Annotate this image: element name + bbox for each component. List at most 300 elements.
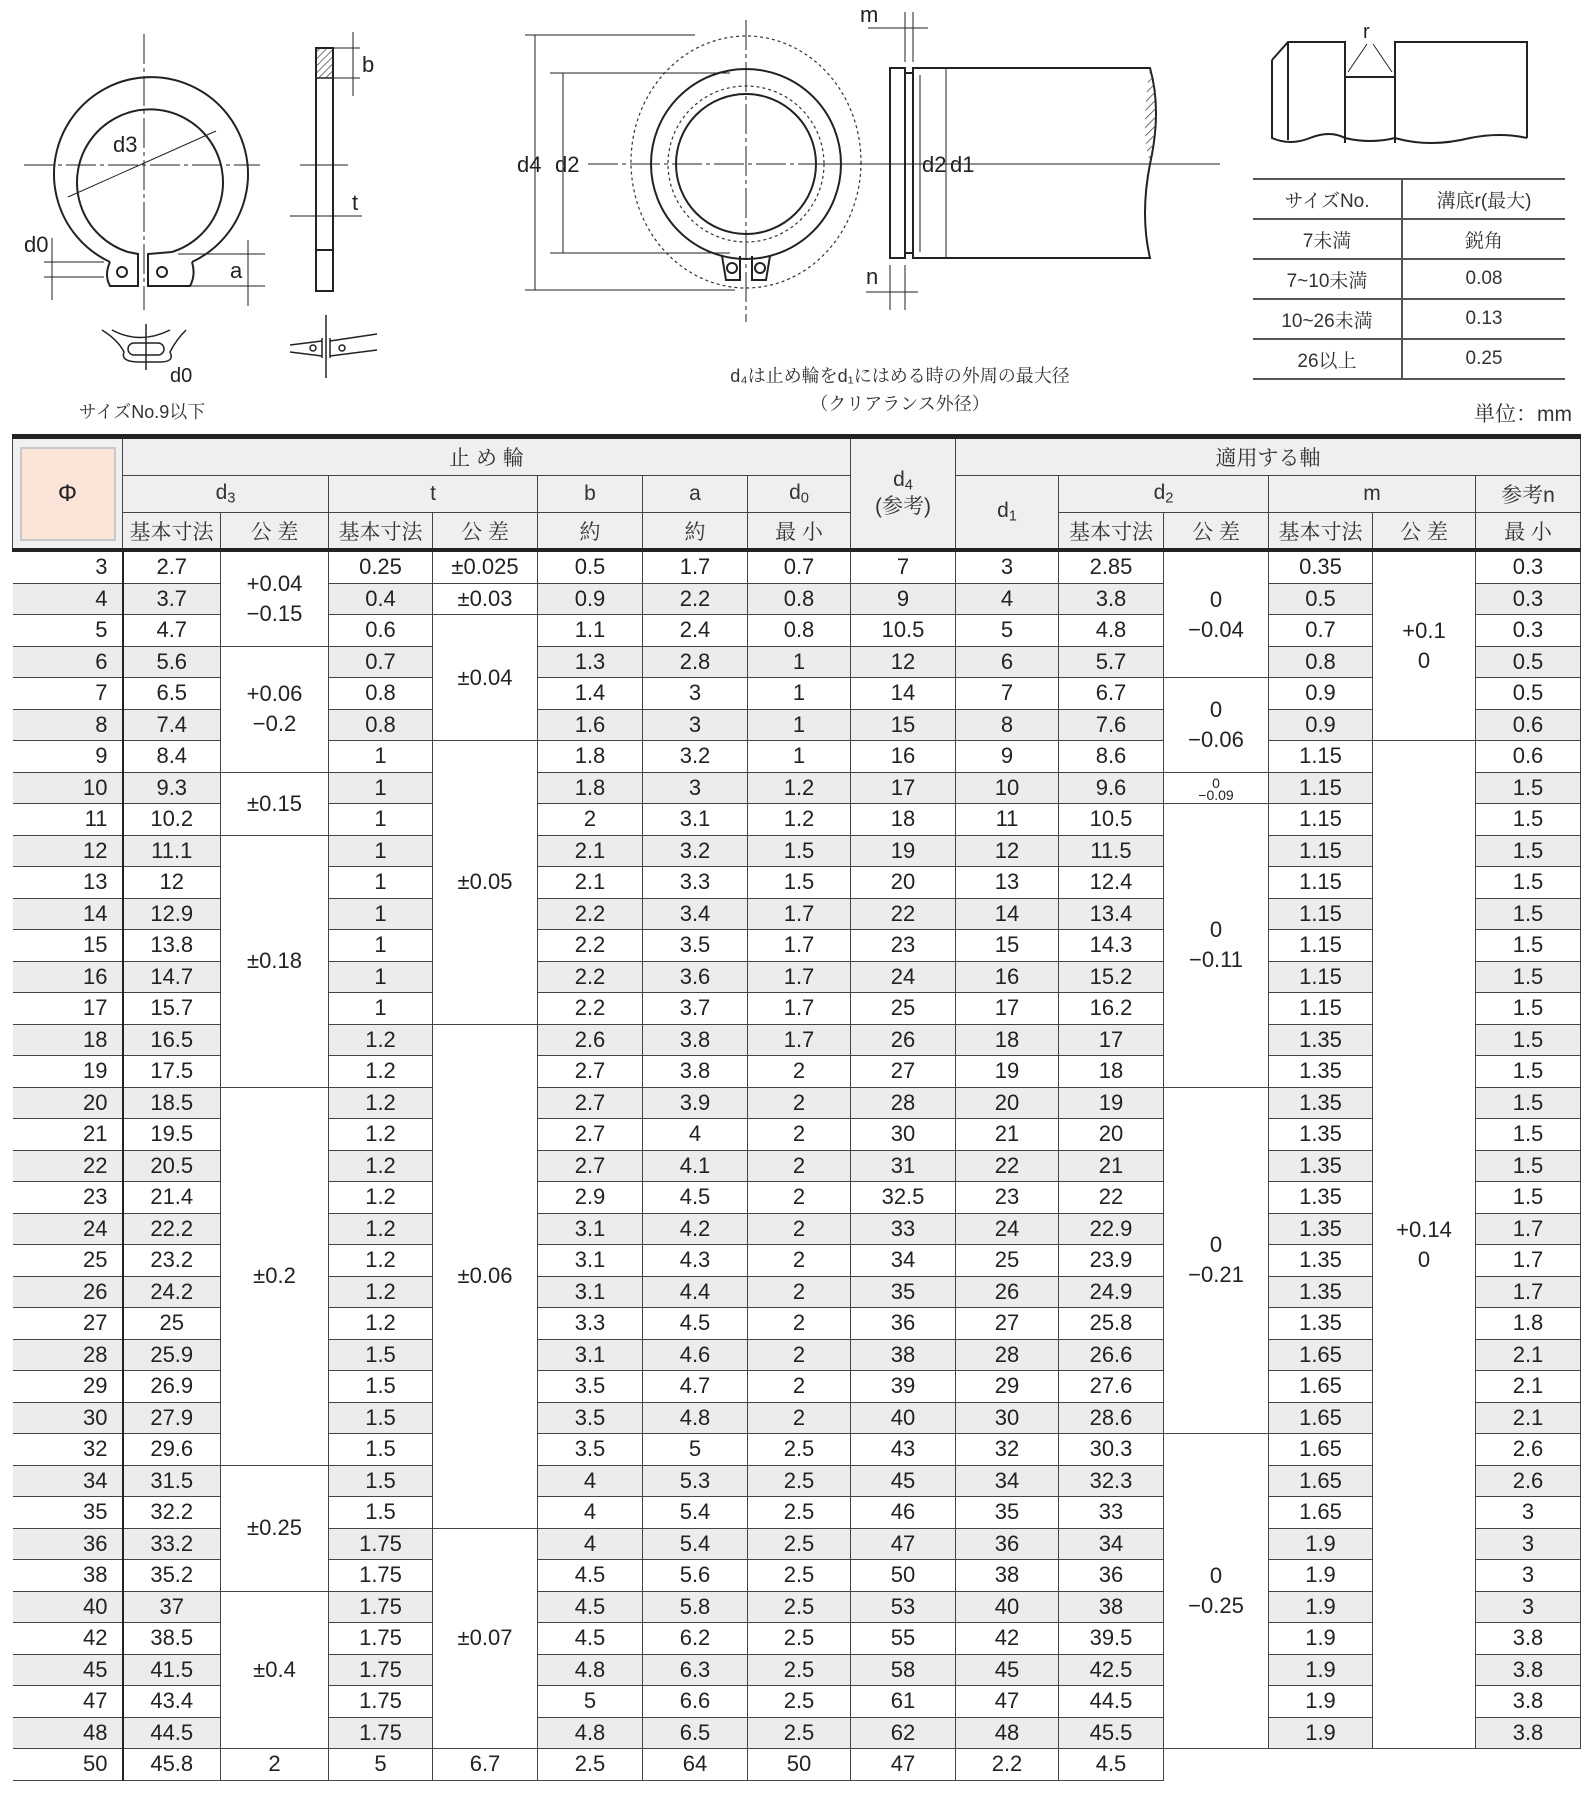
d4-cell: 26 [851, 1024, 956, 1056]
n-cell: 3.8 [1476, 1686, 1581, 1718]
d0-cell: 0.7 [748, 550, 851, 583]
d0-cell: 2 [748, 1308, 851, 1340]
b-cell: 2.1 [538, 867, 643, 899]
d0-header: $d_0$ [748, 476, 851, 513]
tol-upper: 0 [1209, 1232, 1223, 1258]
a-cell: 5.4 [643, 1528, 748, 1560]
groove-table-row [1253, 259, 1565, 299]
b-cell: 2.1 [538, 835, 643, 867]
d4-cell: 61 [851, 1686, 956, 1718]
d1-cell: 18 [956, 1024, 1059, 1056]
m-basic-cell: 1.65 [1269, 1402, 1373, 1434]
d0-cell: 2 [748, 1056, 851, 1088]
t-basic-cell: 1.2 [329, 1182, 433, 1214]
size-cell: 20 [13, 1087, 123, 1119]
tol-lower: −0.09 [1198, 786, 1234, 803]
t-tol-cell: ±0.025 [433, 550, 538, 583]
m-basic-cell: 0.9 [1269, 678, 1373, 710]
fitted-ring-drawing [500, 0, 1220, 330]
d1-cell: 27 [956, 1308, 1059, 1340]
m-basic-cell: 1.9 [1269, 1528, 1373, 1560]
d0-cell: 2.5 [748, 1560, 851, 1592]
b-cell: 2 [538, 804, 643, 836]
d0-cell: 1 [748, 709, 851, 741]
d0-cell: 2 [748, 1150, 851, 1182]
d4-cell: 19 [851, 835, 956, 867]
a-cell: 1.7 [643, 550, 748, 583]
n-cell: 0.3 [1476, 583, 1581, 615]
b-cell: 1.4 [538, 678, 643, 710]
m-basic-cell: 1.15 [1269, 867, 1373, 899]
d2-basic-cell: 11.5 [1059, 835, 1164, 867]
b-cell: 4.5 [538, 1591, 643, 1623]
m-basic-cell: 1.35 [1269, 1182, 1373, 1214]
d4-cell: 17 [851, 772, 956, 804]
a-cell: 3.8 [643, 1056, 748, 1088]
groove-size-cell: 10~26未満 [1253, 299, 1402, 339]
d3-basic-cell: 5.6 [123, 646, 221, 678]
b-cell: 5 [538, 1686, 643, 1718]
d3-basic-cell: 16.5 [123, 1024, 221, 1056]
groove-drawing [1260, 20, 1580, 160]
d4-cell: 18 [851, 804, 956, 836]
tol-lower: −0.15 [246, 600, 303, 626]
ring-outer [54, 77, 248, 262]
n-cell: 1.5 [1476, 835, 1581, 867]
d2-tol-cell [1164, 804, 1269, 1088]
d1-cell: 4 [956, 583, 1059, 615]
d1-cell: 17 [956, 993, 1059, 1025]
d4-cell: 39 [851, 1371, 956, 1403]
d2-tol-cell [1164, 550, 1269, 678]
d2-basic-header: 基本寸法 [1059, 513, 1164, 551]
groove-radius-cell: 0.08 [1402, 259, 1565, 299]
d2-basic-cell: 13.4 [1059, 898, 1164, 930]
d3-tol-cell [221, 550, 329, 646]
d4-cell: 27 [851, 1056, 956, 1088]
n-cell: 3 [1476, 1528, 1581, 1560]
d0-cell: 1 [748, 741, 851, 773]
d0-cell: 2.5 [748, 1717, 851, 1749]
m-basic-cell: 1.65 [1269, 1434, 1373, 1466]
n-cell: 1.5 [1476, 1119, 1581, 1151]
d2-basic-cell: 24.9 [1059, 1276, 1164, 1308]
d4-cell: 46 [851, 1497, 956, 1529]
t-basic-cell: 1.75 [329, 1686, 433, 1718]
label-d3: d3 [113, 132, 138, 157]
groove-size-cell: サイズNo. [1253, 179, 1402, 219]
fit-caption-line1: d₄は止め輪をd₁にはめる時の外周の最大径 [730, 366, 1070, 386]
d3-basic-cell: 18.5 [123, 1087, 221, 1119]
d4-cell: 40 [851, 1402, 956, 1434]
d3-basic-cell: 17.5 [123, 1056, 221, 1088]
a-cell: 4.8 [643, 1402, 748, 1434]
label-b: b [362, 52, 375, 77]
d1-cell: 28 [956, 1339, 1059, 1371]
b-cell: 3.1 [538, 1213, 643, 1245]
d2-basic-cell: 8.6 [1059, 741, 1164, 773]
size-cell: 11 [13, 804, 123, 836]
d3-basic-cell: 25.9 [123, 1339, 221, 1371]
b-cell: 3.5 [538, 1434, 643, 1466]
a-cell: 3 [643, 709, 748, 741]
d3-basic-cell: 7.4 [123, 709, 221, 741]
b-cell: 1.3 [538, 646, 643, 678]
size-cell: 10 [13, 772, 123, 804]
d2-basic-cell: 5.7 [1059, 646, 1164, 678]
d3-basic-cell: 43.4 [123, 1686, 221, 1718]
d0-cell: 1.7 [748, 961, 851, 993]
b-cell: 4 [538, 1528, 643, 1560]
d4-cell: 10.5 [851, 615, 956, 647]
a-header: a [643, 476, 748, 513]
tol-upper: 0 [1209, 696, 1223, 722]
t-basic-cell: 1.75 [329, 1560, 433, 1592]
d2-basic-cell: 2.85 [1059, 550, 1164, 583]
d4-cell: 53 [851, 1591, 956, 1623]
t-header: t [329, 476, 538, 513]
d4-cell: 32.5 [851, 1182, 956, 1214]
n-cell: 0.5 [1476, 678, 1581, 710]
a-cell: 4.2 [643, 1213, 748, 1245]
d2-basic-cell: 15.2 [1059, 961, 1164, 993]
d1-cell: 36 [956, 1528, 1059, 1560]
size-cell: 18 [13, 1024, 123, 1056]
d0-cell: 2 [748, 1087, 851, 1119]
m-basic-cell: 1.9 [1269, 1623, 1373, 1655]
d1-cell: 12 [956, 835, 1059, 867]
label-d0-detail: d0 [170, 365, 193, 387]
tol-upper: 0 [1209, 917, 1223, 943]
t-tol-cell: ±0.07 [433, 1528, 538, 1749]
d2-basic-cell: 16.2 [1059, 993, 1164, 1025]
t-basic-cell: 0.25 [329, 550, 433, 583]
a-cell: 3.4 [643, 898, 748, 930]
t-basic-cell: 2 [221, 1749, 329, 1781]
n-cell: 3 [1476, 1497, 1581, 1529]
b-cell: 2.7 [538, 1119, 643, 1151]
m-basic-cell: 1.15 [1269, 993, 1373, 1025]
d1-cell: 22 [956, 1150, 1059, 1182]
d2-basic-cell: 38 [1059, 1591, 1164, 1623]
n-cell: 1.5 [1476, 1150, 1581, 1182]
d0-cell: 1 [748, 646, 851, 678]
a-cell: 5.3 [643, 1465, 748, 1497]
m-basic-cell: 1.35 [1269, 1119, 1373, 1151]
n-cell: 3 [1476, 1591, 1581, 1623]
m-basic-cell: 1.35 [1269, 1213, 1373, 1245]
size-cell: 22 [13, 1150, 123, 1182]
m-basic-cell: 1.65 [1269, 1465, 1373, 1497]
groove-radius-cell: 0.13 [1402, 299, 1565, 339]
b-cell: 1.8 [538, 741, 643, 773]
t-basic-cell: 0.7 [329, 646, 433, 678]
d4-cell: 64 [643, 1749, 748, 1781]
groove-radius-cell: 鋭角 [1402, 219, 1565, 259]
d1-cell: 7 [956, 678, 1059, 710]
a-cell: 2.4 [643, 615, 748, 647]
d3-basic-cell: 3.7 [123, 583, 221, 615]
d0-cell: 2 [748, 1245, 851, 1277]
n-cell: 0.3 [1476, 550, 1581, 583]
t-basic-cell: 0.8 [329, 709, 433, 741]
table-row [13, 1087, 1581, 1119]
size-cell: 19 [13, 1056, 123, 1088]
d4-cell: 30 [851, 1119, 956, 1151]
m-basic-cell: 0.9 [1269, 709, 1373, 741]
b-cell: 3.1 [538, 1276, 643, 1308]
tol-upper: +0.1 [1402, 618, 1446, 643]
n-cell: 3.8 [1476, 1717, 1581, 1749]
size-cell: 13 [13, 867, 123, 899]
groove-table-row [1253, 339, 1565, 379]
m-basic-cell: 0.5 [1269, 583, 1373, 615]
d0-cell: 2 [748, 1371, 851, 1403]
m-header: m [1269, 476, 1476, 513]
a-cell: 3.1 [643, 804, 748, 836]
size-cell: 9 [13, 741, 123, 773]
m-tol-header: 公 差 [1373, 513, 1476, 551]
m-basic-cell: 1.9 [1269, 1686, 1373, 1718]
size-cell: 14 [13, 898, 123, 930]
d3-header: $d_3$ [123, 476, 329, 513]
n-cell: 1.5 [1476, 772, 1581, 804]
d2-basic-cell: 28.6 [1059, 1402, 1164, 1434]
d3-basic-cell: 27.9 [123, 1402, 221, 1434]
d2-basic-cell: 12.4 [1059, 867, 1164, 899]
a-cell: 3.2 [643, 741, 748, 773]
n-cell: 3.8 [1476, 1654, 1581, 1686]
d4-cell: 45 [851, 1465, 956, 1497]
b-cell: 2.2 [538, 993, 643, 1025]
size-cell: 28 [13, 1339, 123, 1371]
b-cell: 4.5 [538, 1623, 643, 1655]
d3-basic-cell: 15.7 [123, 993, 221, 1025]
a-cell: 4.6 [643, 1339, 748, 1371]
d0-cell: 1.5 [748, 835, 851, 867]
t-basic-cell: 1 [329, 741, 433, 773]
size-cell: 38 [13, 1560, 123, 1592]
b-cell: 2.7 [538, 1150, 643, 1182]
d1-cell: 25 [956, 1245, 1059, 1277]
d1-cell: 29 [956, 1371, 1059, 1403]
d4-cell: 47 [851, 1528, 956, 1560]
phi-header: Φ [20, 447, 116, 541]
size-cell: 17 [13, 993, 123, 1025]
table-row [13, 646, 1581, 678]
m-basic-cell: 1.35 [1269, 1087, 1373, 1119]
d1-cell: 47 [956, 1686, 1059, 1718]
d1-cell: 23 [956, 1182, 1059, 1214]
d4-header [851, 437, 956, 551]
d1-cell: 10 [956, 772, 1059, 804]
d1-header: $d_1$ [956, 476, 1059, 551]
d3-basic-cell: 20.5 [123, 1150, 221, 1182]
d4-cell: 38 [851, 1339, 956, 1371]
m-basic-cell: 1.35 [1269, 1276, 1373, 1308]
size-cell: 6 [13, 646, 123, 678]
m-tol-cell [1373, 550, 1476, 741]
table-row [13, 1591, 1581, 1623]
n-cell: 1.5 [1476, 993, 1581, 1025]
m-basic-cell: 1.65 [1269, 1339, 1373, 1371]
d1-cell: 3 [956, 550, 1059, 583]
t-basic-cell: 1.75 [329, 1528, 433, 1560]
d1-cell: 19 [956, 1056, 1059, 1088]
d1-cell: 38 [956, 1560, 1059, 1592]
a-cell: 3.5 [643, 930, 748, 962]
t-tol-cell: ±0.06 [433, 1024, 538, 1528]
label-m: m [860, 2, 879, 27]
d2-basic-cell: 34 [1059, 1528, 1164, 1560]
m-basic-cell: 1.15 [1269, 804, 1373, 836]
n-cell: 2.1 [1476, 1402, 1581, 1434]
d4-cell: 12 [851, 646, 956, 678]
a-cell: 5.8 [643, 1591, 748, 1623]
m-basic-cell: 1.9 [1269, 1717, 1373, 1749]
t-basic-cell: 1.2 [329, 1024, 433, 1056]
d3-basic-cell: 6.5 [123, 678, 221, 710]
d2-basic-cell: 36 [1059, 1560, 1164, 1592]
d1-cell: 15 [956, 930, 1059, 962]
n-cell: 4.5 [1059, 1749, 1164, 1781]
a-cell: 3.6 [643, 961, 748, 993]
b-cell: 2.2 [538, 898, 643, 930]
b-cell: 1.6 [538, 709, 643, 741]
m-basic-cell: 0.8 [1269, 646, 1373, 678]
d3-basic-cell: 25 [123, 1308, 221, 1340]
label-d2: d2 [555, 152, 580, 177]
d2-basic-cell: 6.7 [1059, 678, 1164, 710]
unit-label: 単位：mm [1474, 403, 1572, 426]
groove-size-cell: 7~10未満 [1253, 259, 1402, 299]
b-cell: 4 [538, 1497, 643, 1529]
d2-basic-cell: 30.3 [1059, 1434, 1164, 1466]
d1-cell: 6 [956, 646, 1059, 678]
groove-radius-cell: 溝底r(最大) [1402, 179, 1565, 219]
m-basic-cell: 1.15 [1269, 835, 1373, 867]
d0-cell: 2.5 [748, 1434, 851, 1466]
d2-basic-cell: 7.6 [1059, 709, 1164, 741]
d4-cell: 31 [851, 1150, 956, 1182]
n-min-header: 最 小 [1476, 513, 1581, 551]
tol-lower: 0 [1417, 1246, 1431, 1272]
d2-basic-cell: 26.6 [1059, 1339, 1164, 1371]
d0-cell: 1.7 [748, 1024, 851, 1056]
d2-tol-cell [1164, 1434, 1269, 1749]
d0-cell: 1.2 [748, 772, 851, 804]
d4-cell: 58 [851, 1654, 956, 1686]
n-cell: 1.5 [1476, 961, 1581, 993]
b-cell: 2.2 [538, 961, 643, 993]
d2-basic-cell: 47 [851, 1749, 956, 1781]
d4-cell: 23 [851, 930, 956, 962]
d2-basic-cell: 18 [1059, 1056, 1164, 1088]
d0-cell: 2 [748, 1119, 851, 1151]
group-shaft-header: 適用する軸 [956, 437, 1581, 476]
d1-cell: 24 [956, 1213, 1059, 1245]
m-basic-cell: 1.35 [1269, 1308, 1373, 1340]
label-r: r [1363, 21, 1370, 43]
label-d2-shaft: d2 [922, 152, 947, 177]
d1-cell: 42 [956, 1623, 1059, 1655]
d1-cell: 14 [956, 898, 1059, 930]
t-basic-cell: 0.4 [329, 583, 433, 615]
d1-cell: 45 [956, 1654, 1059, 1686]
size-cell: 24 [13, 1213, 123, 1245]
d3-basic-cell: 8.4 [123, 741, 221, 773]
d3-tol-cell: ±0.25 [221, 1465, 329, 1591]
d3-basic-cell: 37 [123, 1591, 221, 1623]
b-cell: 0.9 [538, 583, 643, 615]
t-basic-header: 基本寸法 [329, 513, 433, 551]
m-basic-cell: 1.35 [1269, 1056, 1373, 1088]
d2-tol-cell [1164, 772, 1269, 804]
n-cell: 2.6 [1476, 1465, 1581, 1497]
m-basic-cell: 1.65 [1269, 1371, 1373, 1403]
table-row [13, 835, 1581, 867]
d2-basic-cell: 23.9 [1059, 1245, 1164, 1277]
t-basic-cell: 1.2 [329, 1213, 433, 1245]
size-cell: 8 [13, 709, 123, 741]
d3-basic-cell: 12 [123, 867, 221, 899]
d4-cell: 14 [851, 678, 956, 710]
d4-cell: 36 [851, 1308, 956, 1340]
d3-basic-cell: 22.2 [123, 1213, 221, 1245]
n-cell: 1.5 [1476, 867, 1581, 899]
t-basic-cell: 1.2 [329, 1056, 433, 1088]
n-cell: 1.7 [1476, 1213, 1581, 1245]
d4-cell: 35 [851, 1276, 956, 1308]
d2-basic-cell: 32.3 [1059, 1465, 1164, 1497]
m-basic-cell: 1.15 [1269, 961, 1373, 993]
a-cell: 4.4 [643, 1276, 748, 1308]
d0-cell: 0.8 [748, 583, 851, 615]
a-cell: 6.3 [643, 1654, 748, 1686]
d1-cell: 5 [956, 615, 1059, 647]
d0-cell: 1.5 [748, 867, 851, 899]
table-row [13, 550, 1581, 583]
d0-cell: 0.8 [748, 615, 851, 647]
size-cell: 32 [13, 1434, 123, 1466]
a-cell: 3.8 [643, 1024, 748, 1056]
d0-cell: 1.7 [748, 993, 851, 1025]
n-cell: 1.5 [1476, 1056, 1581, 1088]
b-cell: 3.1 [538, 1339, 643, 1371]
d0-cell: 1.7 [748, 898, 851, 930]
d2-basic-cell: 3.8 [1059, 583, 1164, 615]
d2-basic-cell: 20 [1059, 1119, 1164, 1151]
size-cell: 16 [13, 961, 123, 993]
size-cell: 5 [13, 615, 123, 647]
tol-lower: −0.11 [1188, 947, 1244, 973]
tol-upper: 0 [1212, 774, 1220, 791]
size-cell: 3 [13, 550, 123, 583]
n-cell: 2.6 [1476, 1434, 1581, 1466]
b-cell: 3.3 [538, 1308, 643, 1340]
t-basic-cell: 1 [329, 835, 433, 867]
a-cell: 3.7 [643, 993, 748, 1025]
t-basic-cell: 1.2 [329, 1087, 433, 1119]
tol-upper: 0 [1209, 1563, 1223, 1588]
b-cell: 4.8 [538, 1717, 643, 1749]
a-cell: 4.5 [643, 1182, 748, 1214]
tol-upper: 0 [1209, 586, 1223, 612]
a-cell: 6.6 [643, 1686, 748, 1718]
d0-cell: 1.2 [748, 804, 851, 836]
ring-caption: サイズNo.9以下 [78, 402, 206, 422]
d1-cell: 35 [956, 1497, 1059, 1529]
